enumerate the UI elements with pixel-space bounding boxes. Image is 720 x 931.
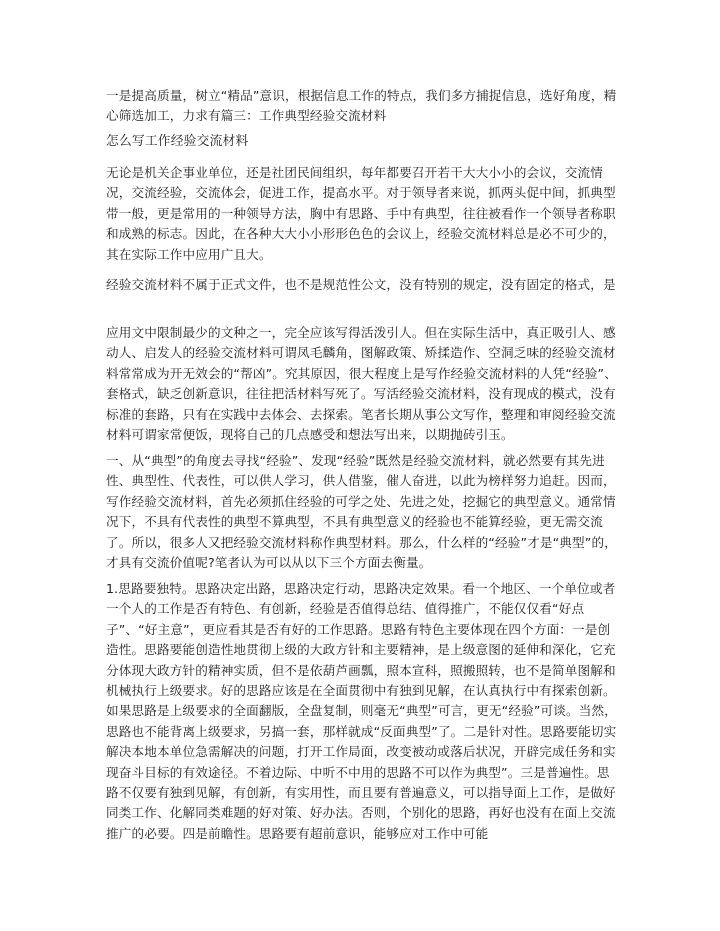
intro-paragraph: 一是提高质量，树立“精品”意识，根据信息工作的特点，我们多方捕捉信息，选好角度，精心筛选加工，力求有篇三：工作典型经验交流材料 (106, 88, 617, 124)
body-paragraph-5: 1.思路要独特。思路决定出路，思路决定行动，思路决定效果。看一个地区、一个单位或者一个人的工作是否有特色、有创新，经验是否值得总结、值得推广，不能仅仅看“好点子”、“好主意”，更应看其是否有好的工作思路。思路有特色主要体现在四个方面：一是创造性。思路要能创造性地贯彻上级的大政方针和主要精神，是上级意图的延伸和深化，它充分体现大政方针的精神实质，但不是依葫芦画瓢，照本宣科，照搬照转，也不是简单图解和机械执行上级要求。好的思路应该是在全面贯彻中有独到见解，在认真执行中有探索创新。如果思路是上级要求的全面翻版，全盘复制，则毫无“典型”可言，更无“经验”可谈。当然，思路也不能背离上级要求，另搞一套，那样就成“反面典型”了。二是针对性。思路要能切实解决本地本单位急需解决的问题，打开工作局面，改变被动或落后状况，开辟完成任务和实现奋斗目标的有效途径。不着边际、中听不中用的思路不可以作为典型”。三是普遍性。思路不仅要有独到见解，有创新，有实用性，而且要有普遍意义，可以指导面上工作，是做好同类工作、化解同类难题的好对策、好办法。否则，个别化的思路，再好也没有在面上交流推广的必要。四是前瞻性。思路要有超前意识，能够应对工作中可能 (106, 581, 617, 841)
body-paragraph-3: 应用文中限制最少的文种之一，完全应该写得活泼引人。但在实际生活中，真正吸引人、感动人、启发人的经验交流材料可谓凤毛麟角，图解政策、矫揉造作、空洞乏味的经验交流材料常常成为开无效会的“帮凶”。究其原因，很大程度上是写作经验交流材料的人凭“经验”、套格式，缺乏创新意识，往往把活材料写死了。写活经验交流材料，没有现成的模式，没有标准的套路，只有在实践中去体会、去探索。笔者长期从事公文写作，整理和审阅经验交流材料可谓家常便饭，现将自己的几点感受和想法写出来，以期抛砖引玉。 (106, 325, 617, 443)
body-paragraph-4: 一、从“典型”的角度去寻找“经验”、发现“经验”既然是经验交流材料，就必然要有其先进性、典型性、代表性，可以供人学习，供人借鉴，催人奋进，以此为榜样努力追赶。因而，写作经验交流材料，首先必须抓住经验的可学之处、先进之处，挖掘它的典型意义。通常情况下，不具有代表性的典型不算典型，不具有典型意义的经验也不能算经验，更无需交流了。所以，很多人又把经验交流材料称作典型材料。那么，什么样的“经验”才是“典型”的，才具有交流价值呢?笔者认为可以从以下三个方面去衡量。 (106, 453, 617, 571)
section-heading: 怎么写工作经验交流材料 (106, 134, 249, 149)
body-paragraph-1: 无论是机关企事业单位，还是社团民间组织，每年都要召开若干大大小小的会议，交流情况，交流经验，交流体会，促进工作，提高水平。对于领导者来说，抓两头促中间，抓典型带一般，更是常用的一种领导方法，胸中有思路、手中有典型，往往被看作一个领导者称职和成熟的标志。因此，在各种大大小小形形色色的会议上，经验交流材料总是必不可少的，其在实际工作中应用广且大。 (106, 165, 616, 262)
body-paragraph-2: 经验交流材料不属于正式文件，也不是规范性公文，没有特别的规定，没有固定的格式，是 (106, 277, 616, 292)
